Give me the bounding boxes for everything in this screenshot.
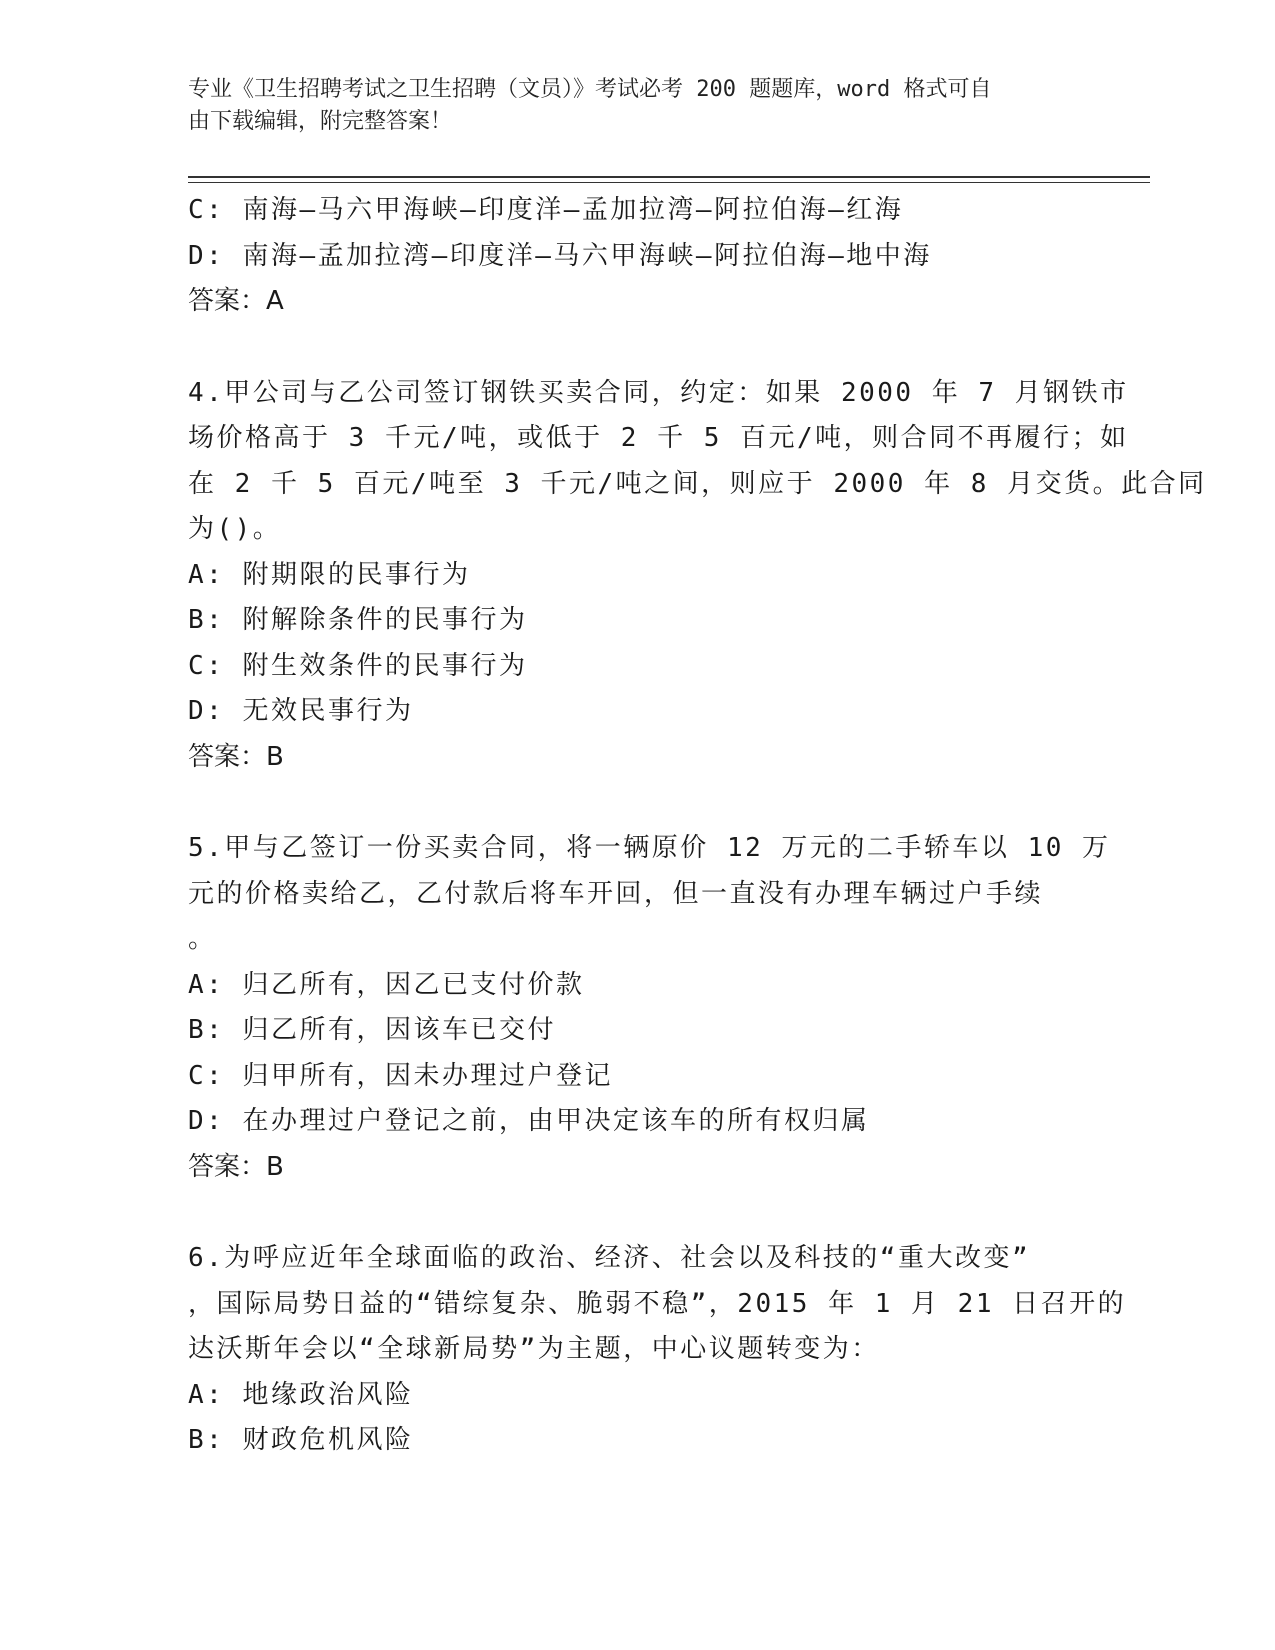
option-d: D: 无效民事行为	[188, 696, 414, 726]
question-6	[188, 1236, 1127, 1464]
stem-line: 5.甲与乙签订一份买卖合同，将一辆原价 12 万元的二手轿车以 10 万	[188, 833, 1111, 863]
question-stem	[188, 826, 1111, 963]
stem-line: 在 2 千 5 百元/吨至 3 千元/吨之间，则应于 2000 年 8 月交货。此合同	[188, 468, 1207, 499]
stem-line: 。	[188, 924, 217, 954]
question-stem	[188, 1236, 1127, 1373]
answer-line: 答案：B	[188, 741, 284, 772]
stem-line: 为()。	[188, 514, 282, 544]
option-b: B: 财政危机风险	[188, 1425, 414, 1455]
spacer	[188, 780, 1088, 826]
spacer	[188, 1190, 1088, 1236]
stem-line: 达沃斯年会以“全球新局势”为主题，中心议题转变为：	[188, 1334, 880, 1364]
header-rule-thin	[188, 182, 1150, 183]
stem-line: 6.为呼应近年全球面临的政治、经济、社会以及科技的“重大改变”	[188, 1243, 1031, 1273]
question-stem	[188, 371, 1207, 553]
option-c: C: 南海—马六甲海峡—印度洋—孟加拉湾—阿拉伯海—红海	[188, 195, 904, 225]
stem-line: ，国际局势日益的“错综复杂、脆弱不稳”，2015 年 1 月 21 日召开的	[188, 1288, 1127, 1319]
stem-line: 场价格高于 3 千元/吨，或低于 2 千 5 百元/吨，则合同不再履行；如	[188, 423, 1129, 453]
option-d: D: 在办理过户登记之前，由甲决定该车的所有权归属	[188, 1106, 870, 1136]
header-line-2: 由下载编辑，附完整答案！	[188, 109, 453, 134]
option-a: A: 归乙所有，因乙已支付价款	[188, 969, 585, 1000]
stem-line: 元的价格卖给乙，乙付款后将车开回，但一直没有办理车辆过户手续	[188, 878, 1044, 909]
header-rule-thick	[188, 176, 1150, 178]
header-line-1: 专业《卫生招聘考试之卫生招聘（文员）》考试必考 200 题题库，word 格式可自	[188, 77, 992, 102]
answer-line: 答案：A	[188, 286, 284, 316]
question-4	[188, 371, 1207, 781]
document-body	[188, 188, 1207, 1464]
question-5	[188, 826, 1111, 1190]
carry-over-question	[188, 188, 1088, 325]
spacer	[188, 325, 1088, 371]
page-header	[188, 74, 1068, 138]
option-c: C: 附生效条件的民事行为	[188, 650, 528, 681]
option-b: B: 归乙所有，因该车已交付	[188, 1015, 556, 1045]
option-a: A: 附期限的民事行为	[188, 559, 471, 590]
stem-line: 4.甲公司与乙公司签订钢铁买卖合同，约定：如果 2000 年 7 月钢铁市	[188, 377, 1129, 408]
option-a: A: 地缘政治风险	[188, 1379, 414, 1410]
option-d: D: 南海—孟加拉湾—印度洋—马六甲海峡—阿拉伯海—地中海	[188, 240, 932, 271]
option-b: B: 附解除条件的民事行为	[188, 605, 528, 635]
answer-line: 答案：B	[188, 1151, 284, 1182]
option-c: C: 归甲所有，因未办理过户登记	[188, 1060, 613, 1091]
